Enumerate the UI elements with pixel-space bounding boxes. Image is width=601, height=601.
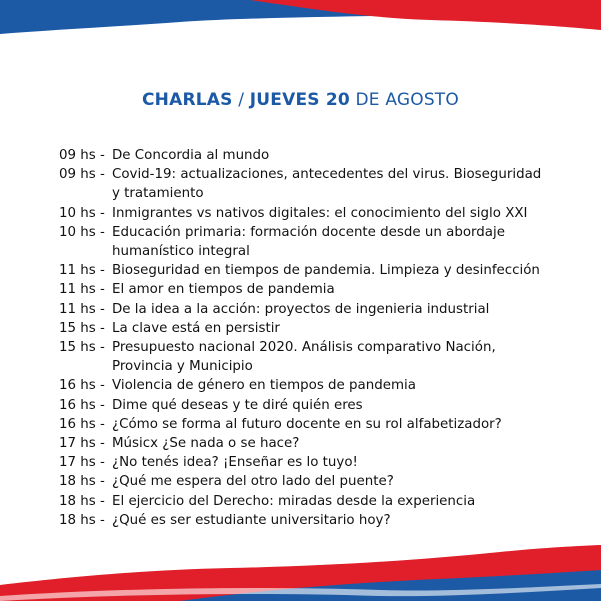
item-text: Presupuesto nacional 2020. Análisis comparativo Nación, Provincia y Municipio (112, 340, 496, 375)
item-text: De la idea a la acción: proyectos de ingenieria industrial (112, 301, 490, 317)
page-title (0, 90, 601, 110)
item-text: Covid-19: actualizaciones, antecedentes del virus. Bioseguridad y tratamiento (112, 167, 542, 202)
list-item (59, 280, 559, 299)
list-item (59, 319, 559, 338)
item-time: 15 hs - (59, 320, 105, 336)
list-item (59, 511, 559, 530)
item-time: 11 hs - (59, 263, 105, 279)
item-time: 18 hs - (59, 512, 105, 528)
item-time: 10 hs - (59, 205, 105, 221)
title-charlas: CHARLAS (142, 90, 233, 110)
list-item (59, 338, 559, 376)
item-time: 17 hs - (59, 436, 105, 452)
item-text: Violencia de género en tiempos de pandemia (112, 378, 416, 394)
item-text: ¿Qué es ser estudiante universitario hoy? (112, 512, 391, 528)
item-time: 15 hs - (59, 340, 105, 356)
item-text: Inmigrantes vs nativos digitales: el conocimiento del siglo XXI (112, 205, 528, 221)
title-jueves: JUEVES 20 (249, 90, 350, 110)
item-time: 11 hs - (59, 282, 105, 298)
item-time: 09 hs - (59, 148, 105, 163)
list-item (59, 223, 559, 261)
item-text: ¿Cómo se forma al futuro docente en su rol alfabetizador? (112, 416, 502, 432)
list-item (59, 434, 559, 453)
item-text: Educación primaria: formación docente desde un abordaje humanístico integral (112, 224, 505, 260)
list-item (59, 146, 559, 165)
item-text: De Concordia al mundo (112, 148, 270, 163)
list-item (59, 415, 559, 434)
item-text: El ejercicio del Derecho: miradas desde la experiencia (112, 493, 476, 509)
item-text: ¿No tenés idea? ¡Enseñar es lo tuyo! (112, 455, 358, 471)
schedule-list (59, 146, 559, 530)
list-item (59, 300, 559, 319)
item-time: 18 hs - (59, 474, 105, 490)
list-item (59, 396, 559, 415)
item-time: 17 hs - (59, 455, 105, 471)
list-item (59, 261, 559, 280)
item-time: 10 hs - (59, 224, 105, 240)
list-item (59, 165, 559, 203)
title-month: DE AGOSTO (355, 90, 459, 110)
item-time: 09 hs - (59, 167, 105, 183)
item-time: 16 hs - (59, 378, 105, 394)
list-item (59, 204, 559, 223)
item-time: 18 hs - (59, 493, 105, 509)
item-text: Dime qué deseas y te diré quién eres (112, 397, 363, 413)
item-time: 11 hs - (59, 301, 105, 317)
item-time: 16 hs - (59, 416, 105, 432)
list-item (59, 492, 559, 511)
list-item (59, 453, 559, 472)
list-item (59, 472, 559, 491)
item-time: 16 hs - (59, 397, 105, 413)
item-text: Bioseguridad en tiempos de pandemia. Limpieza y desinfección (112, 263, 540, 279)
item-text: Músicx ¿Se nada o se hace? (112, 436, 300, 452)
item-text: La clave está en persistir (112, 320, 280, 336)
item-text: El amor en tiempos de pandemia (112, 282, 335, 298)
title-separator: / (238, 90, 245, 110)
item-text: ¿Qué me espera del otro lado del puente? (112, 474, 394, 490)
list-item (59, 376, 559, 395)
